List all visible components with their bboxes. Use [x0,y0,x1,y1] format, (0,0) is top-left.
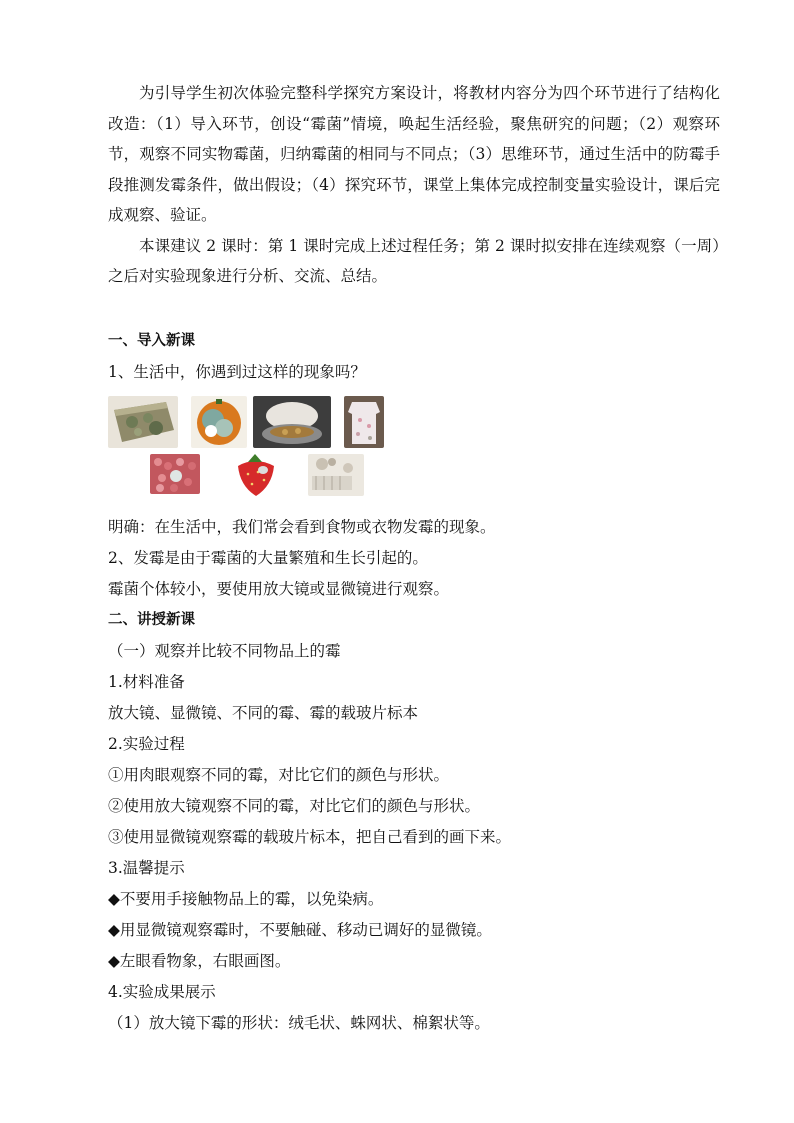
moldy-orange-image [191,396,247,448]
tips-title: 3.温馨提示 [108,858,185,877]
section-heading-lecture: 二、讲授新课 [108,611,195,628]
intro-paragraph-2: 本课建议 2 课时：第 1 课时完成上述过程任务；第 2 课时拟安排在连续观察（一周）之后对实验现象进行分析、交流、总结。 [108,236,720,285]
moldy-bread-image [108,396,178,448]
tip-item: ◆左眼看物象，右眼画图。 [108,951,291,970]
intro-paragraph-1: 为引导学生初次体验完整科学探究方案设计，将教材内容分为四个环节进行了结构化改造：（1）导入环节，创设“霉菌”情境，唤起生活经验，聚焦研究的问题；（2）观察环节，观察不同实物霉菌，归纳霉菌的相同与不同点；（3）思维环节，通过生活中的防霉手段推测发霉条件，做出假设；（4）探究环节，课堂上集体完成控制变量实验设计，课后完成观察、验证。 [108,84,720,224]
process-step: ②使用放大镜观察不同的霉，对比它们的颜色与形状。 [108,796,481,815]
process-title: 2.实验过程 [108,734,185,753]
result-item: （1）放大镜下霉的形状：绒毛状、蛛网状、棉絮状等。 [108,1013,490,1032]
results-title: 4.实验成果展示 [108,982,216,1001]
document-body [108,78,720,1039]
materials-list: 放大镜、显微镜、不同的霉、霉的载玻片标本 [108,703,419,722]
tip-item: ◆不要用手接触物品上的霉，以免染病。 [108,889,384,908]
section-heading-intro: 一、导入新课 [108,332,195,349]
process-step: ①用肉眼观察不同的霉，对比它们的颜色与形状。 [108,765,450,784]
materials-title: 1.材料准备 [108,672,185,691]
spacer [108,292,720,326]
mold-image-gallery [108,396,720,508]
clarification-text: 明确：在生活中，我们常会看到食物或衣物发霉的现象。 [108,517,496,536]
moldy-wall-image [308,454,364,496]
moldy-clothes-image [344,396,384,448]
process-step: ③使用显微镜观察霉的载玻片标本，把自己看到的画下来。 [108,827,512,846]
moldy-beans-image [150,454,200,494]
moldy-strawberry-image [230,452,280,498]
moldy-pot-image [253,396,331,448]
question-1: 1、生活中，你遇到过这样的现象吗？ [108,362,366,381]
tip-item: ◆用显微镜观察霉时，不要触碰、移动已调好的显微镜。 [108,920,492,939]
observation-note: 霉菌个体较小，要使用放大镜或显微镜进行观察。 [108,579,450,598]
subsection-title: （一）观察并比较不同物品上的霉 [108,641,341,660]
question-2: 2、发霉是由于霉菌的大量繁殖和生长引起的。 [108,548,428,567]
